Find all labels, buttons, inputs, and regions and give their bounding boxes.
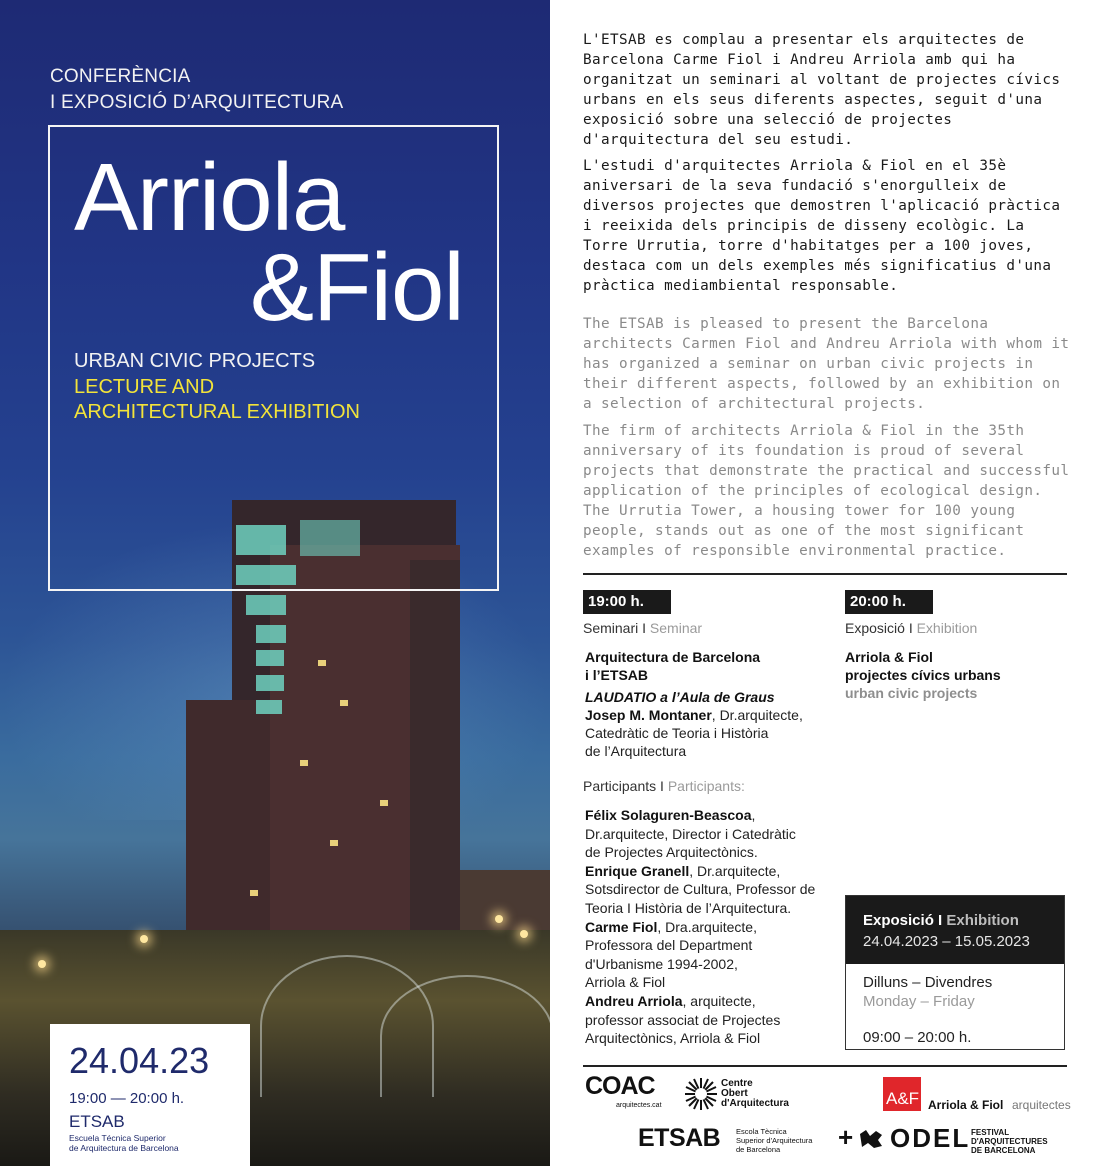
seminar-title-2: i l’ETSAB [585, 667, 649, 683]
english-paragraph-2: The firm of architects Arriola & Fiol in the 35th anniversary of its foundation is proud of several projects that demonstrate the practical and successful application of the principles of ecological design. The Urrutia Tower, a housing tower for 100 young people, stands out as one of the most significant examples of responsible environmental practice. [583, 423, 1070, 559]
etsab-sub-line-2: Superior d'Arquitectura [736, 1136, 813, 1145]
participant-name: Carme Fiol [585, 918, 658, 935]
subtitle-urban-civic: URBAN CIVIC PROJECTS [74, 350, 316, 372]
odel-logo-text: ODEL [890, 1123, 971, 1153]
af-logo-text: A&F [886, 1089, 920, 1108]
participant-role: Sotsdirector de Cultura, Professor de [585, 881, 816, 898]
exhibition-days-en: Monday – Friday [863, 993, 975, 1010]
seminar-title-1: Arquitectura de Barcelona [585, 649, 761, 665]
participant-role: Arriola & Fiol [585, 974, 666, 991]
venue-sub-line-2: de Arquitectura de Barcelona [69, 1143, 179, 1153]
centre-obert-line-1: Centre [721, 1078, 753, 1089]
participants-list [585, 806, 835, 1048]
participant-item [585, 918, 835, 992]
street-lamp [495, 915, 503, 923]
exhibition-label-en: Exhibition [916, 620, 978, 636]
speaker-role-3: de l’Arquitectura [585, 743, 687, 759]
catalan-paragraph-2: L'estudi d'arquitectes Arriola & Fiol en el 35è aniversari de la seva fundació s'enorgulleix de diversos projectes que demostren l'aplicació pràctica i reeixida dels principis de disseny ecològic. La Torre Urrutia, torre d'habitatges per a 100 joves, destaca com un dels exemples més significatius d'una pràctica mediambiental responsable. [583, 158, 1061, 294]
event-venue: ETSAB [69, 1112, 125, 1131]
etsab-sub-line-1: Escola Tècnica [736, 1127, 787, 1136]
scribble-icon [858, 1128, 884, 1150]
title-fiol: &Fiol [250, 234, 464, 341]
subtitle-lecture: LECTURE AND [74, 376, 215, 398]
af-logo-name: Arriola & Fiol [928, 1098, 1004, 1112]
date-box [50, 1024, 250, 1166]
exhibition-time-badge: 20:00 h. [845, 590, 933, 614]
participant-role: , Dra.arquitecte, [657, 918, 757, 935]
centre-obert-line-2: Obert [721, 1088, 748, 1099]
speaker-role-2: Catedràtic de Teoria i Història [585, 725, 769, 741]
fountain-arc-2 [380, 975, 550, 1097]
participant-role: d'Urbanisme 1994-2002, [585, 955, 738, 972]
speaker-name: Josep M. Montaner [585, 707, 712, 723]
af-logo-sub: arquitectes [1012, 1098, 1071, 1112]
participant-name: Enrique Granell [585, 862, 690, 879]
festival-text [971, 1128, 1048, 1155]
exhibition-label [845, 620, 977, 636]
venue-subtitle [69, 1133, 239, 1153]
street-lamp [520, 930, 528, 938]
participant-role: professor associat de Projectes [585, 1011, 781, 1028]
divider-top [583, 573, 1067, 575]
seminar-label-sep: I [642, 620, 647, 636]
participant-item [585, 806, 835, 862]
participant-role: , [751, 807, 756, 823]
participant-role: Teoria I Història de l’Arquitectura. [585, 899, 792, 916]
street-lamp [38, 960, 46, 968]
exhibition-box-title-ca: Exposició I [863, 912, 943, 929]
exhibition-box-title [863, 912, 1019, 929]
exhibition-box-header [846, 896, 1064, 964]
participants-label [583, 778, 745, 794]
exhibition-title-2: projectes cívics urbans [845, 667, 1001, 683]
etsab-logo-sub [736, 1127, 812, 1154]
seminar-label-en: Seminar [649, 620, 703, 636]
participant-item [585, 992, 835, 1048]
exhibition-title-1: Arriola & Fiol [845, 649, 933, 665]
event-time: 19:00 — 20:00 h. [69, 1090, 185, 1107]
participants-label-sep: I [660, 778, 664, 794]
heading-line-2: I EXPOSICIÓ D’ARQUITECTURA [50, 92, 344, 113]
etsab-sub-line-3: de Barcelona [736, 1145, 781, 1154]
speaker-role-1: , Dr.arquitecte, [711, 707, 803, 723]
etsab-logo-text: ETSAB [638, 1124, 721, 1152]
plus-icon: + [838, 1122, 854, 1152]
participant-role: de Projectes Arquitectònics. [585, 844, 758, 861]
coac-logo-sub: arquitectes.cat [616, 1102, 662, 1109]
exhibition-label-ca: Exposició [845, 620, 905, 636]
seminar-label-ca: Seminari [583, 620, 639, 636]
centre-obert-text [721, 1079, 789, 1109]
participants-label-en: Participants: [667, 778, 745, 794]
exhibition-info-box [845, 895, 1065, 1050]
title-arriola: Arriola [74, 144, 345, 251]
participant-role: , Dr.arquitecte, [689, 862, 781, 879]
exhibition-box-title-en: Exhibition [946, 912, 1019, 929]
heading-line-1: CONFERÈNCIA [50, 66, 191, 87]
subtitle-exhibition: ARCHITECTURAL EXHIBITION [74, 401, 360, 423]
seminar-label [583, 620, 702, 636]
participants-label-ca: Participants [583, 778, 657, 794]
exhibition-label-sep: I [908, 620, 913, 636]
participant-role: Arquitectònics, Arriola & Fiol [585, 1030, 761, 1047]
participant-name: Andreu Arriola [585, 992, 683, 1009]
exhibition-days-ca: Dilluns – Divendres [863, 974, 993, 991]
speaker-line [585, 706, 830, 724]
street-lamp [140, 935, 148, 943]
exhibition-box-dates: 24.04.2023 – 15.05.2023 [863, 933, 1030, 950]
exhibition-title-3: urban civic projects [845, 685, 978, 701]
participant-role: Professora del Department [585, 937, 753, 954]
seminar-laudatio: LAUDATIO a l’Aula de Graus [585, 689, 775, 705]
catalan-paragraph-1: L'ETSAB es complau a presentar els arquitectes de Barcelona Carme Fiol i Andreu Arriola amb qui ha organitzat un seminari al voltant de projectes cívics urbans en els seus diferents aspectes, seguit d'una exposició sobre una selecció de projectes d'arquitectura del seu estudi. [583, 32, 1061, 148]
event-date: 24.04.23 [69, 1040, 210, 1081]
festival-line-1: FESTIVAL [971, 1128, 1010, 1137]
participant-name: Félix Solaguren-Beascoa [585, 807, 752, 823]
participant-role: , arquitecte, [682, 992, 756, 1009]
divider-bottom [583, 1065, 1067, 1067]
sunburst-icon [683, 1076, 719, 1112]
centre-obert-line-3: d'Arquitectura [721, 1098, 789, 1109]
exhibition-hours: 09:00 – 20:00 h. [863, 1029, 972, 1046]
participant-item [585, 862, 835, 918]
exhibition-details [845, 648, 1065, 702]
festival-line-3: DE BARCELONA [971, 1146, 1036, 1155]
participant-role: Dr.arquitecte, Director i Catedràtic [585, 825, 796, 842]
coac-logo-text: COAC [585, 1072, 655, 1100]
seminar-time-badge: 19:00 h. [583, 590, 671, 614]
seminar-details [585, 648, 830, 760]
venue-sub-line-1: Escuela Técnica Superior [69, 1133, 166, 1143]
english-paragraph-1: The ETSAB is pleased to present the Barcelona architects Carmen Fiol and Andreu Arriola with whom it has organized a seminar on urban civic projects in their different aspects, followed by an exhibition on a selection of architectural projects. [583, 316, 1070, 412]
festival-line-2: D'ARQUITECTURES [971, 1137, 1048, 1146]
